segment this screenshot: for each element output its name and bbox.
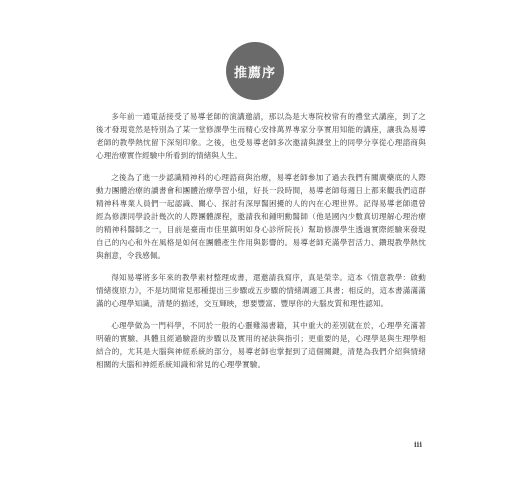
page-number: iii (414, 440, 422, 449)
page-title: 推薦序 (233, 65, 276, 81)
body-text (96, 110, 426, 380)
paragraph: 心理學做為一門科學，不同於一般的心靈雞湯書籍，其中重大的差別就在於，心理學充滿著明確的實驗、具體且經過驗證的步驟以及實用的祕訣與指引；更重要的是，心理學是與生理學相結合的，尤其是大腦與神經系統的部分，易導老師也掌握到了這個關鍵，清楚為我們介紹與情緒相關的大腦和神經系統知識和常見的心理學實驗。 (96, 321, 426, 369)
title-badge (226, 42, 284, 100)
paragraph: 之後為了進一步認識精神科的心理諮商與治療，易導老師參加了過去我們有關廣藥底的人際動力團體治療的讀書會和團體治療學習小組，好長一段時間，易導老師每週日上都來觀我們這群精神科專業人員們一起認識、關心、探討有深厚醫困擾的人的內在心理世界。記得易導老師還曾經為修課同學設計幾次的人際團體課程，邀請我和鍾明勳醫師（他是國內少數真切理解心理治療的精神科醫師之一，目前是臺南市佳里鎮明如身心診所院長）幫助修課學生透過實際經驗來發現自己的內心和外在風格是如何在團體產生作用與影響的。易導老師充滿學習活力、鑽現教學熱忱與創意，令我感佩。 (96, 173, 426, 260)
paragraph: 得知易導將多年來的教學素材整理成書，還邀請我寫序，真是榮幸。這本《情意教學：啟動情緒復原力》，不是坊間常見那種提出三步驟或五步驟的情緒調適工具書；相反的，這本書滿滿滿滿的心理學知識，清楚的描述，交互輝映，想要豐富、豐厚你的大腦皮質和理性認知。 (96, 273, 426, 308)
paragraph: 多年前一通電話接受了易導老師的演講邀請，那以為是大專院校常有的禮堂式講座，到了之後才發現竟然是特別為了某一堂修課學生而精心安排萬界專家分享實用知能的講座，讓我為易導老師的教學熱忱留下深刻印象。之後，也受易導老師多次邀請與課堂上的同學分享從心理諮商與心理治療實作經驗中所看到的情緒與人生。 (96, 112, 426, 160)
